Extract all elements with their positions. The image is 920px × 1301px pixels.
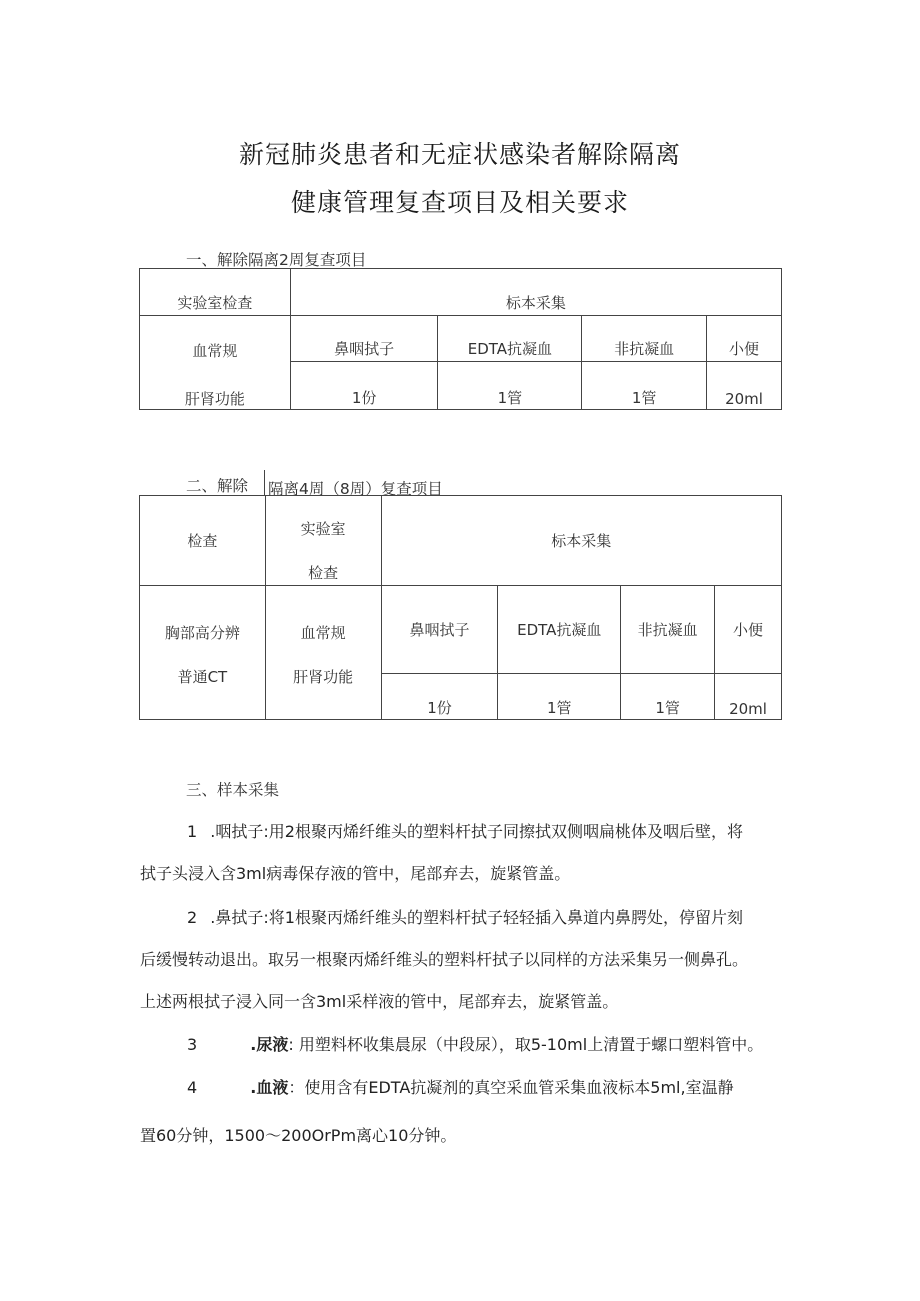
paragraph-3-text: : 用塑料杯收集晨尿（中段尿），取5-10ml上清置于螺口塑料管中。: [288, 1035, 764, 1054]
paragraph-4-number: 4: [187, 1078, 198, 1097]
page-title-line1: 新冠肺炎患者和无症状感染者解除隔离: [238, 140, 681, 169]
section2-sample-cell: 小便: [715, 586, 782, 674]
section1-sample-cell: 非抗凝血: [582, 316, 707, 362]
paragraph-3-number: 3: [187, 1035, 198, 1054]
section1-lab-item: 血常规: [192, 342, 238, 360]
section2-heading-b: 隔离4周（8周）复查项目: [268, 480, 443, 498]
section2-amount-cell: 1份: [381, 673, 498, 719]
paragraph-3: [187, 1033, 787, 1057]
paragraph-4-text-a: ：使用含有EDTA抗凝剂的真空采血管采集血液标本5ml,室温静: [288, 1078, 734, 1097]
paragraph-2-line1: [187, 906, 787, 930]
section2-amount-cell: 1管: [498, 673, 621, 719]
paragraph-1-number: 1: [187, 822, 198, 841]
section1-sample-cell: 鼻咽拭子: [290, 316, 438, 362]
section2-lab-item: 肝肾功能: [293, 668, 354, 686]
paragraph-1-text-a: :用2根聚丙烯纤维头的塑料杆拭子同擦拭双侧咽扁桃体及咽后壁，将: [263, 822, 743, 841]
paragraph-1-label: .咽拭子: [210, 822, 264, 841]
section1-lab-item: 肝肾功能: [184, 390, 245, 408]
paragraph-2-text-a: :将1根聚丙烯纤维头的塑料杆拭子轻轻插入鼻道内鼻腭处，停留片刻: [263, 908, 743, 927]
section2-exam-items: [140, 586, 266, 720]
section1-amount-cell: 1管: [582, 361, 707, 409]
section2-heading-a: 二、解除: [186, 477, 249, 495]
paragraph-2-label: .鼻拭子: [210, 908, 264, 927]
section2-sample-cell: 鼻咽拭子: [381, 586, 498, 674]
section2-sample-header: 标本采集: [381, 496, 781, 586]
paragraph-2-line3: 上述两根拭子浸入同一含3ml采样液的管中，尾部弃去，旋紧管盖。: [140, 992, 619, 1011]
section1-table: [139, 268, 782, 410]
paragraph-1-line1: [187, 820, 787, 844]
section2-heading-divider: [264, 470, 265, 496]
section2-amount-cell: 1管: [621, 673, 715, 719]
section1-sample-cell: 小便: [707, 316, 782, 362]
page-title-line2: 健康管理复查项目及相关要求: [290, 188, 629, 217]
section2-amount-cell: 20ml: [715, 673, 782, 719]
paragraph-4-line2: 置60分钟，1500～200OrPm离心10分钟。: [140, 1126, 457, 1145]
section2-lab-header-line1: 实验室: [300, 520, 346, 538]
section1-sample-cell: EDTA抗凝血: [438, 316, 582, 362]
section1-amount-cell: 1份: [290, 361, 438, 409]
section1-amount-cell: 1管: [438, 361, 582, 409]
paragraph-3-label: .尿液: [250, 1035, 289, 1054]
section1-heading: 一、解除隔离2周复查项目: [186, 251, 367, 269]
section2-lab-header-line2: 检查: [308, 564, 339, 582]
section1-sample-header: 标本采集: [290, 269, 781, 316]
section1-amount-cell: 20ml: [707, 361, 782, 409]
section3-heading: 三、样本采集: [186, 781, 280, 799]
section2-sample-cell: 非抗凝血: [621, 586, 715, 674]
section1-lab-items: [140, 316, 291, 410]
section2-table: [139, 495, 782, 720]
section2-exam-item: 胸部高分辨: [164, 624, 240, 642]
paragraph-4-line1: [187, 1076, 787, 1100]
section1-lab-header: 实验室检查: [140, 269, 291, 316]
paragraph-4-label: .血液: [250, 1078, 289, 1097]
section2-exam-item: 普通CT: [177, 668, 228, 686]
section2-sample-cell: EDTA抗凝血: [498, 586, 621, 674]
paragraph-1-line2: 拭子头浸入含3ml病毒保存液的管中，尾部弃去，旋紧管盖。: [140, 864, 571, 883]
section2-exam-header: 检查: [140, 496, 266, 586]
section2-lab-item: 血常规: [300, 624, 346, 642]
paragraph-2-line2: 后缓慢转动退出。取另一根聚丙烯纤维头的塑料杆拭子以同样的方法采集另一侧鼻孔。: [140, 950, 749, 969]
section2-lab-header: [265, 496, 381, 586]
paragraph-2-number: 2: [187, 908, 198, 927]
section2-lab-items: [265, 586, 381, 720]
